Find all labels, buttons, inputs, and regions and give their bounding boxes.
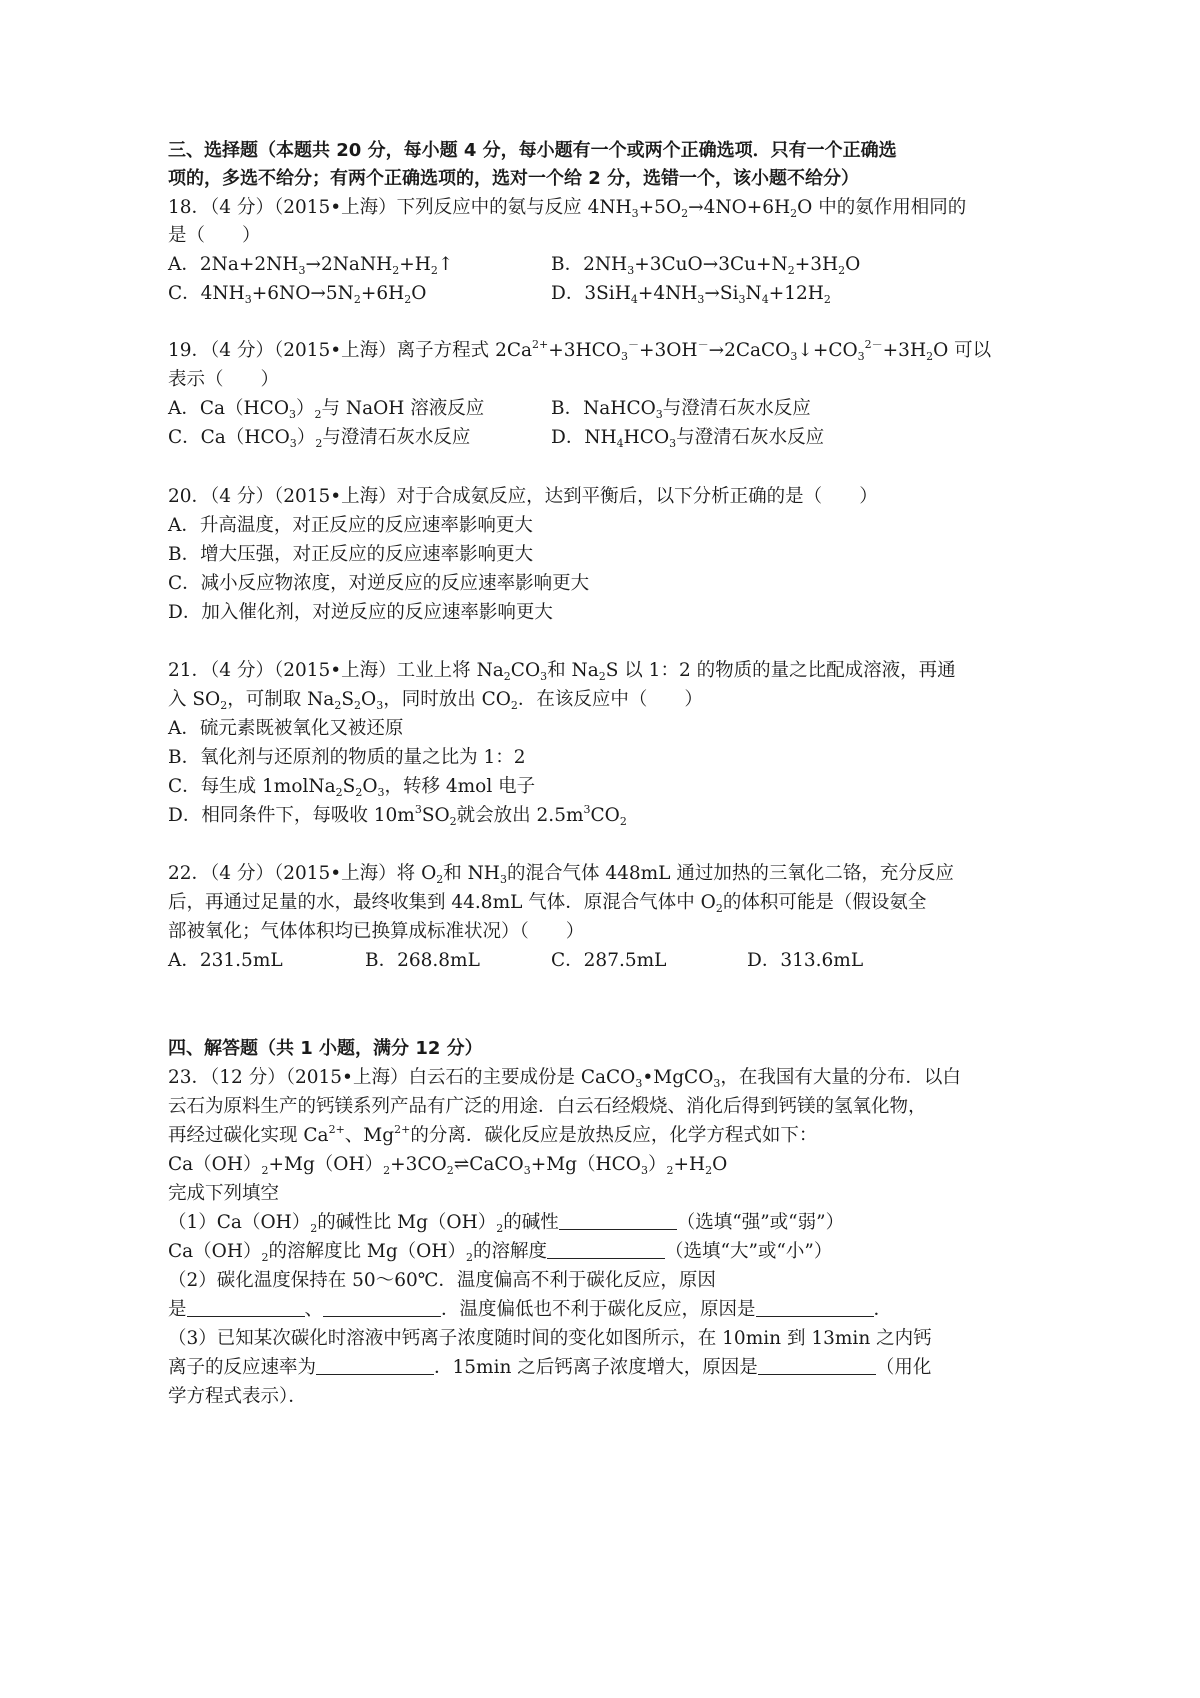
section-4-heading (168, 1035, 483, 1063)
question-20-option-b (168, 541, 533, 569)
question-23-line-3 (168, 1122, 817, 1150)
subscript: 2 (383, 1164, 391, 1177)
text-segment: →2NaNH (305, 254, 393, 275)
text-segment: D．加入催化剂，对逆反应的反应速率影响更大 (168, 602, 553, 623)
question-20-stem (168, 483, 878, 511)
subscript: 2 (446, 1164, 454, 1177)
answer-blank[interactable] (187, 1298, 305, 1317)
subscript: 3 (523, 1164, 531, 1177)
subscript: 2 (354, 699, 362, 712)
subscript: 3 (627, 264, 635, 277)
question-23-line-1 (168, 1064, 961, 1092)
text-segment: ．温度偏低也不利于碳化反应，原因是 (441, 1299, 756, 1320)
subscript: 3 (298, 264, 306, 277)
text-segment: ） (296, 398, 315, 419)
subscript: 2 (823, 293, 831, 306)
subscript: 3 (244, 293, 252, 306)
text-segment: 与澄清石灰水反应 (662, 398, 811, 419)
text-segment: 和 Na (547, 660, 599, 681)
text-segment: A．升高温度，对正反应的反应速率影响更大 (168, 515, 533, 536)
text-segment: ．在该反应中（ ） (517, 689, 703, 710)
answer-blank[interactable] (758, 1356, 876, 1375)
answer-blank[interactable] (323, 1298, 441, 1317)
text-segment: O 可以 (933, 340, 992, 361)
text-segment: ．15min 之后钙离子浓度增大，原因是 (434, 1357, 758, 1378)
text-segment: C．4NH (168, 283, 245, 304)
text-segment: B．268.8mL (365, 950, 480, 971)
question-22-stem-line-3 (168, 918, 584, 946)
question-22-stem-line-2 (168, 889, 926, 917)
superscript: 2+ (532, 338, 549, 351)
text-segment: C．Ca（HCO (168, 427, 290, 448)
subscript: 2 (335, 786, 343, 799)
question-18-option-b (551, 251, 860, 279)
text-segment: →Si (704, 283, 739, 304)
superscript: 2+ (328, 1123, 345, 1136)
text-segment: +3CuO→3Cu+N (634, 254, 788, 275)
text-segment: ． (873, 1299, 893, 1320)
text-segment: ，在我国有大量的分布．以白 (720, 1067, 961, 1088)
text-segment: +H (399, 254, 431, 275)
question-18-option-c (168, 280, 426, 308)
question-18-stem-line-2 (168, 222, 261, 250)
question-18-stem-line-1 (168, 194, 966, 222)
text-segment: 项的，多选不给分；有两个正确选项的，选对一个给 2 分，选错一个，该小题不给分） (168, 168, 860, 189)
text-segment: +3H (882, 340, 927, 361)
text-segment: CO (590, 805, 620, 826)
subscript: 3 (376, 699, 384, 712)
subscript: 3 (289, 437, 297, 450)
subscript: 2 (261, 1164, 269, 1177)
text-segment: CO (510, 660, 541, 681)
text-segment: D．相同条件下，每吸收 10m (168, 805, 415, 826)
text-segment: ⇌CaCO (453, 1154, 524, 1175)
text-segment: 与 NaOH 溶液反应 (321, 398, 485, 419)
subscript: 2 (787, 264, 795, 277)
text-segment: →4NO+6H (688, 197, 791, 218)
text-segment: B．增大压强，对正反应的反应速率影响更大 (168, 544, 534, 565)
text-segment: 的碱性比 Mg（OH） (317, 1212, 497, 1233)
text-segment: S (342, 776, 356, 797)
text-segment: O (362, 776, 378, 797)
text-segment: O (411, 283, 427, 304)
question-22-option-b (365, 947, 480, 975)
superscript: 3 (583, 803, 591, 816)
subscript: 4 (616, 437, 624, 450)
text-segment: S 以 1：2 的物质的量之比配成溶液，再通 (605, 660, 956, 681)
text-segment: 、Mg (344, 1125, 395, 1146)
question-23-part-3-line-1 (168, 1325, 932, 1353)
text-segment: 和 NH (443, 863, 500, 884)
text-segment: +3OH (638, 340, 698, 361)
superscript: － (697, 338, 709, 351)
text-segment: ，同时放出 CO (383, 689, 511, 710)
subscript: 2 (465, 1251, 473, 1264)
question-18-option-a (168, 251, 453, 279)
text-segment: 19．（4 分）（2015•上海）离子方程式 2Ca (168, 340, 533, 361)
text-segment: +6NO→5N (251, 283, 354, 304)
text-segment: 与澄清石灰水反应 (676, 427, 825, 448)
subscript: 2 (510, 699, 518, 712)
text-segment: 是（ ） (168, 225, 261, 246)
text-segment: （1）Ca（OH） (168, 1212, 311, 1233)
subscript: 3 (377, 786, 385, 799)
section-3-heading-line-2 (168, 165, 859, 193)
text-segment: 离子的反应速率为 (168, 1357, 317, 1378)
subscript: 2 (666, 1164, 674, 1177)
text-segment: ，可制取 Na (227, 689, 335, 710)
text-segment: B．氧化剂与还原剂的物质的量之比为 1：2 (168, 747, 526, 768)
text-segment: +3CO (390, 1154, 447, 1175)
subscript: 2 (315, 437, 323, 450)
text-segment: ，转移 4mol 电子 (384, 776, 536, 797)
question-19-stem-line-1 (168, 337, 991, 365)
text-segment: O (845, 254, 861, 275)
text-segment: +3HCO (548, 340, 621, 361)
subscript: 4 (630, 293, 638, 306)
text-segment: 三、选择题（本题共 20 分，每小题 4 分，每小题有一个或两个正确选项．只有一个正确选 (168, 140, 897, 161)
subscript: 3 (669, 437, 677, 450)
text-segment: 是 (168, 1299, 187, 1320)
text-segment: O (712, 1154, 728, 1175)
text-segment: C．每生成 1molNa (168, 776, 336, 797)
subscript: 2 (404, 293, 412, 306)
answer-blank[interactable] (316, 1356, 434, 1375)
text-segment: D．313.6mL (747, 950, 864, 971)
text-segment: ） (296, 427, 316, 448)
text-segment: 21．（4 分）（2015•上海）工业上将 Na (168, 660, 504, 681)
subscript: 3 (738, 293, 746, 306)
subscript: 2 (790, 207, 798, 220)
text-segment: 的溶解度 (472, 1241, 547, 1262)
subscript: 2 (220, 699, 228, 712)
question-21-stem-line-1 (168, 657, 956, 685)
text-segment: 22．（4 分）（2015•上海）将 O (168, 863, 437, 884)
question-19-option-a (168, 395, 484, 423)
text-segment: +5O (638, 197, 682, 218)
subscript: 2 (496, 1222, 504, 1235)
text-segment: B．NaHCO (551, 398, 656, 419)
subscript: 2 (314, 408, 322, 421)
question-19-option-d (551, 424, 824, 452)
question-19-option-b (551, 395, 811, 423)
text-segment: 18．（4 分）（2015•上海）下列反应中的氨与反应 4NH (168, 197, 632, 218)
question-21-option-a (168, 715, 403, 743)
text-segment: ↓+CO (797, 340, 858, 361)
question-23-part-3-line-3 (168, 1383, 307, 1411)
text-segment: +4NH (637, 283, 698, 304)
text-segment: +6H (360, 283, 405, 304)
question-21-stem-line-2 (168, 686, 703, 714)
text-segment: 的混合气体 448mL 通过加热的三氧化二铬，充分反应 (506, 863, 954, 884)
text-segment: 的体积可能是（假设氨全 (722, 892, 927, 913)
question-22-stem-line-1 (168, 860, 954, 888)
question-22-option-a (168, 947, 283, 975)
question-21-option-b (168, 744, 526, 772)
text-segment: N (745, 283, 762, 304)
text-segment: （选填“强”或“弱”） (676, 1212, 845, 1233)
text-segment: （用化 (875, 1357, 932, 1378)
subscript: 2 (619, 815, 627, 828)
subscript: 2 (449, 815, 457, 828)
text-segment: D．3SiH (551, 283, 631, 304)
question-21-option-c (168, 773, 535, 801)
question-23-part-2-line-2 (168, 1296, 892, 1324)
subscript: 2 (355, 786, 363, 799)
subscript: 3 (289, 408, 296, 421)
text-segment: ） (647, 1154, 667, 1175)
superscript: － (627, 338, 639, 351)
superscript: 2+ (394, 1123, 411, 1136)
text-segment: HCO (623, 427, 670, 448)
text-segment: +H (673, 1154, 706, 1175)
subscript: 2 (392, 264, 400, 277)
text-segment: S (341, 689, 355, 710)
subscript: 3 (640, 1164, 648, 1177)
text-segment: 入 SO (168, 689, 221, 710)
question-20-option-a (168, 512, 533, 540)
text-segment: 四、解答题（共 1 小题，满分 12 分） (168, 1038, 483, 1059)
subscript: 2 (261, 1251, 269, 1264)
answer-blank[interactable] (547, 1240, 665, 1259)
text-segment: 再经过碳化实现 Ca (168, 1125, 329, 1146)
text-segment: A．硫元素既被氧化又被还原 (168, 718, 404, 739)
subscript: 2 (310, 1222, 318, 1235)
question-22-option-c (551, 947, 666, 975)
subscript: 4 (761, 293, 769, 306)
text-segment: 23．（12 分）（2015•上海）白云石的主要成份是 CaCO (168, 1067, 636, 1088)
answer-blank[interactable] (559, 1211, 677, 1230)
subscript: 2 (838, 264, 846, 277)
question-23-part-1-line-2 (168, 1238, 832, 1266)
text-segment: 20．（4 分）（2015•上海）对于合成氨反应，达到平衡后，以下分析正确的是（ ） (168, 486, 878, 507)
text-segment: 学方程式表示）． (168, 1386, 307, 1407)
text-segment: 与澄清石灰水反应 (322, 427, 471, 448)
subscript: 3 (697, 293, 705, 306)
subscript: 2 (926, 350, 934, 363)
question-23-equation (168, 1151, 727, 1179)
subscript: 2 (430, 264, 438, 277)
subscript: 2 (715, 902, 723, 915)
subscript: 2 (705, 1164, 713, 1177)
subscript: 2 (353, 293, 361, 306)
subscript: 3 (655, 408, 663, 421)
subscript: 3 (857, 350, 865, 363)
text-segment: （3）已知某次碳化时溶液中钙离子浓度随时间的变化如图所示，在 10min 到 13min 之内钙 (168, 1328, 932, 1349)
text-segment: 后，再通过足量的水，最终收集到 44.8mL 气体．原混合气体中 O (168, 892, 716, 913)
text-segment: 、 (304, 1299, 324, 1320)
subscript: 3 (713, 1077, 721, 1090)
text-segment: +12H (768, 283, 824, 304)
question-22-option-d (747, 947, 863, 975)
text-segment: SO (421, 805, 450, 826)
question-20-option-c (168, 570, 589, 598)
superscript: 3 (414, 803, 422, 816)
text-segment: 的碱性 (503, 1212, 559, 1233)
text-segment: ↑ (437, 254, 454, 275)
subscript: 2 (598, 670, 606, 683)
subscript: 3 (631, 207, 639, 220)
text-segment: 表示（ ） (168, 369, 280, 390)
subscript: 2 (503, 670, 511, 683)
subscript: 3 (790, 350, 798, 363)
question-23-instruction (168, 1180, 279, 1208)
text-segment: （2）碳化温度保持在 50～60℃．温度偏高不利于碳化反应，原因 (168, 1270, 716, 1291)
text-segment: C．减小反应物浓度，对逆反应的反应速率影响更大 (168, 573, 590, 594)
section-3-heading-line-1 (168, 137, 897, 165)
superscript: 2－ (864, 338, 883, 351)
text-segment: 云石为原料生产的钙镁系列产品有广泛的用途．白云石经煅烧、消化后得到钙镁的氢氧化物， (168, 1096, 927, 1117)
text-segment: 的溶解度比 Mg（OH） (268, 1241, 466, 1262)
text-segment: 完成下列填空 (168, 1183, 280, 1204)
text-segment: +Mg（OH） (268, 1154, 384, 1175)
text-segment: A．2Na+2NH (168, 254, 299, 275)
text-segment: →2CaCO (708, 340, 791, 361)
subscript: 3 (540, 670, 548, 683)
question-21-option-d (168, 802, 627, 830)
question-18-option-d (551, 280, 831, 308)
subscript: 3 (635, 1077, 643, 1090)
text-segment: Ca（OH） (168, 1154, 262, 1175)
text-segment: O 中的氨作用相同的 (797, 197, 967, 218)
text-segment: A．Ca（HCO (168, 398, 289, 419)
text-segment: •MgCO (642, 1067, 714, 1088)
text-segment: Ca（OH） (168, 1241, 262, 1262)
question-19-stem-line-2 (168, 366, 279, 394)
subscript: 3 (620, 350, 628, 363)
text-segment: C．287.5mL (551, 950, 667, 971)
question-23-line-2 (168, 1093, 927, 1121)
question-20-option-d (168, 599, 553, 627)
text-segment: O (361, 689, 377, 710)
subscript: 2 (334, 699, 342, 712)
question-23-part-3-line-2 (168, 1354, 931, 1382)
answer-blank[interactable] (756, 1298, 874, 1317)
subscript: 2 (681, 207, 689, 220)
text-segment: 就会放出 2.5m (456, 805, 584, 826)
subscript: 2 (436, 873, 444, 886)
question-23-part-2-line-1 (168, 1267, 716, 1295)
text-segment: B．2NH (551, 254, 628, 275)
text-segment: +3H (794, 254, 839, 275)
text-segment: A．231.5mL (168, 950, 283, 971)
text-segment: D．NH (551, 427, 617, 448)
subscript: 3 (499, 873, 507, 886)
text-segment: 的分离．碳化反应是放热反应，化学方程式如下： (410, 1125, 818, 1146)
text-segment: +Mg（HCO (530, 1154, 641, 1175)
question-23-part-1-line-1 (168, 1209, 844, 1237)
text-segment: （选填“大”或“小”） (664, 1241, 833, 1262)
question-19-option-c (168, 424, 470, 452)
text-segment: 部被氧化；气体体积均已换算成标准状况）（ ） (168, 921, 585, 942)
